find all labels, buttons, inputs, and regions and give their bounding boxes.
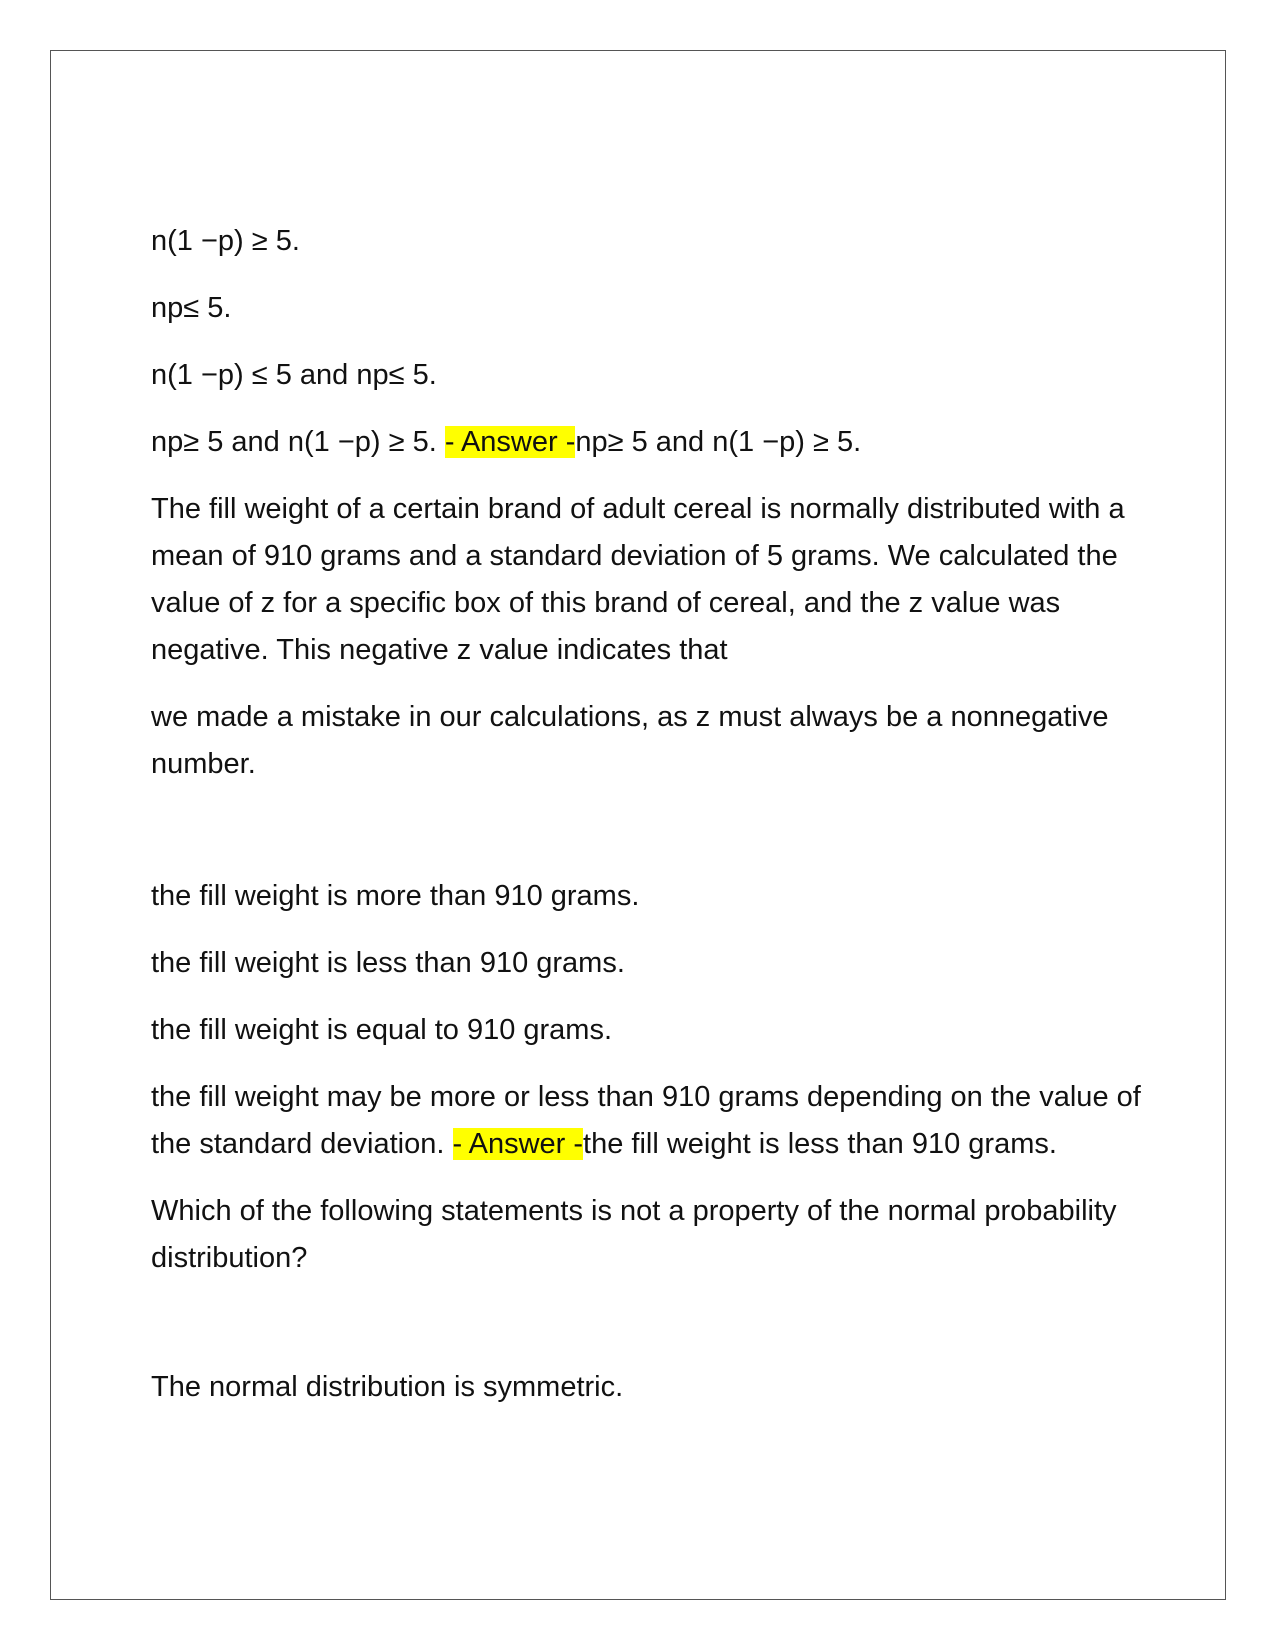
question-normal-property: Which of the following statements is not a property of the normal probability distribution? <box>151 1195 1117 1274</box>
answer-text: the fill weight is less than 910 grams. <box>583 1128 1057 1160</box>
cereal-option-1: we made a mistake in our calculations, as z must always be a nonnegative number. <box>151 701 1109 780</box>
normal-option-1: The normal distribution is symmetric. <box>151 1371 624 1403</box>
option-line-4-with-answer <box>151 419 1141 466</box>
option-line-1: n(1 −p) ≥ 5. <box>151 225 300 257</box>
answer-highlight: - Answer - <box>452 1128 584 1160</box>
cereal-option-2: the fill weight is more than 910 grams. <box>151 880 640 912</box>
answer-text: np≥ 5 and n(1 −p) ≥ 5. <box>575 426 862 458</box>
document-body <box>151 218 1141 1431</box>
option-line-3: n(1 −p) ≤ 5 and np≤ 5. <box>151 359 437 391</box>
cereal-option-4: the fill weight is equal to 910 grams. <box>151 1014 613 1046</box>
option-text: np≥ 5 and n(1 −p) ≥ 5. <box>151 426 437 458</box>
answer-highlight: - Answer - <box>444 426 576 458</box>
cereal-option-3: the fill weight is less than 910 grams. <box>151 947 625 979</box>
option-text: the fill weight may be more or less than 910 grams depending on the value of the standard deviation. <box>151 1081 1141 1160</box>
cereal-option-5-with-answer <box>151 1074 1141 1168</box>
option-line-2: np≤ 5. <box>151 292 232 324</box>
question-cereal: The fill weight of a certain brand of adult cereal is normally distributed with a mean of 910 grams and a standard deviation of 5 grams. We calculated the value of z for a specific box of this brand of cereal, and the z value was negative. This negative z value indicates that <box>151 493 1125 666</box>
